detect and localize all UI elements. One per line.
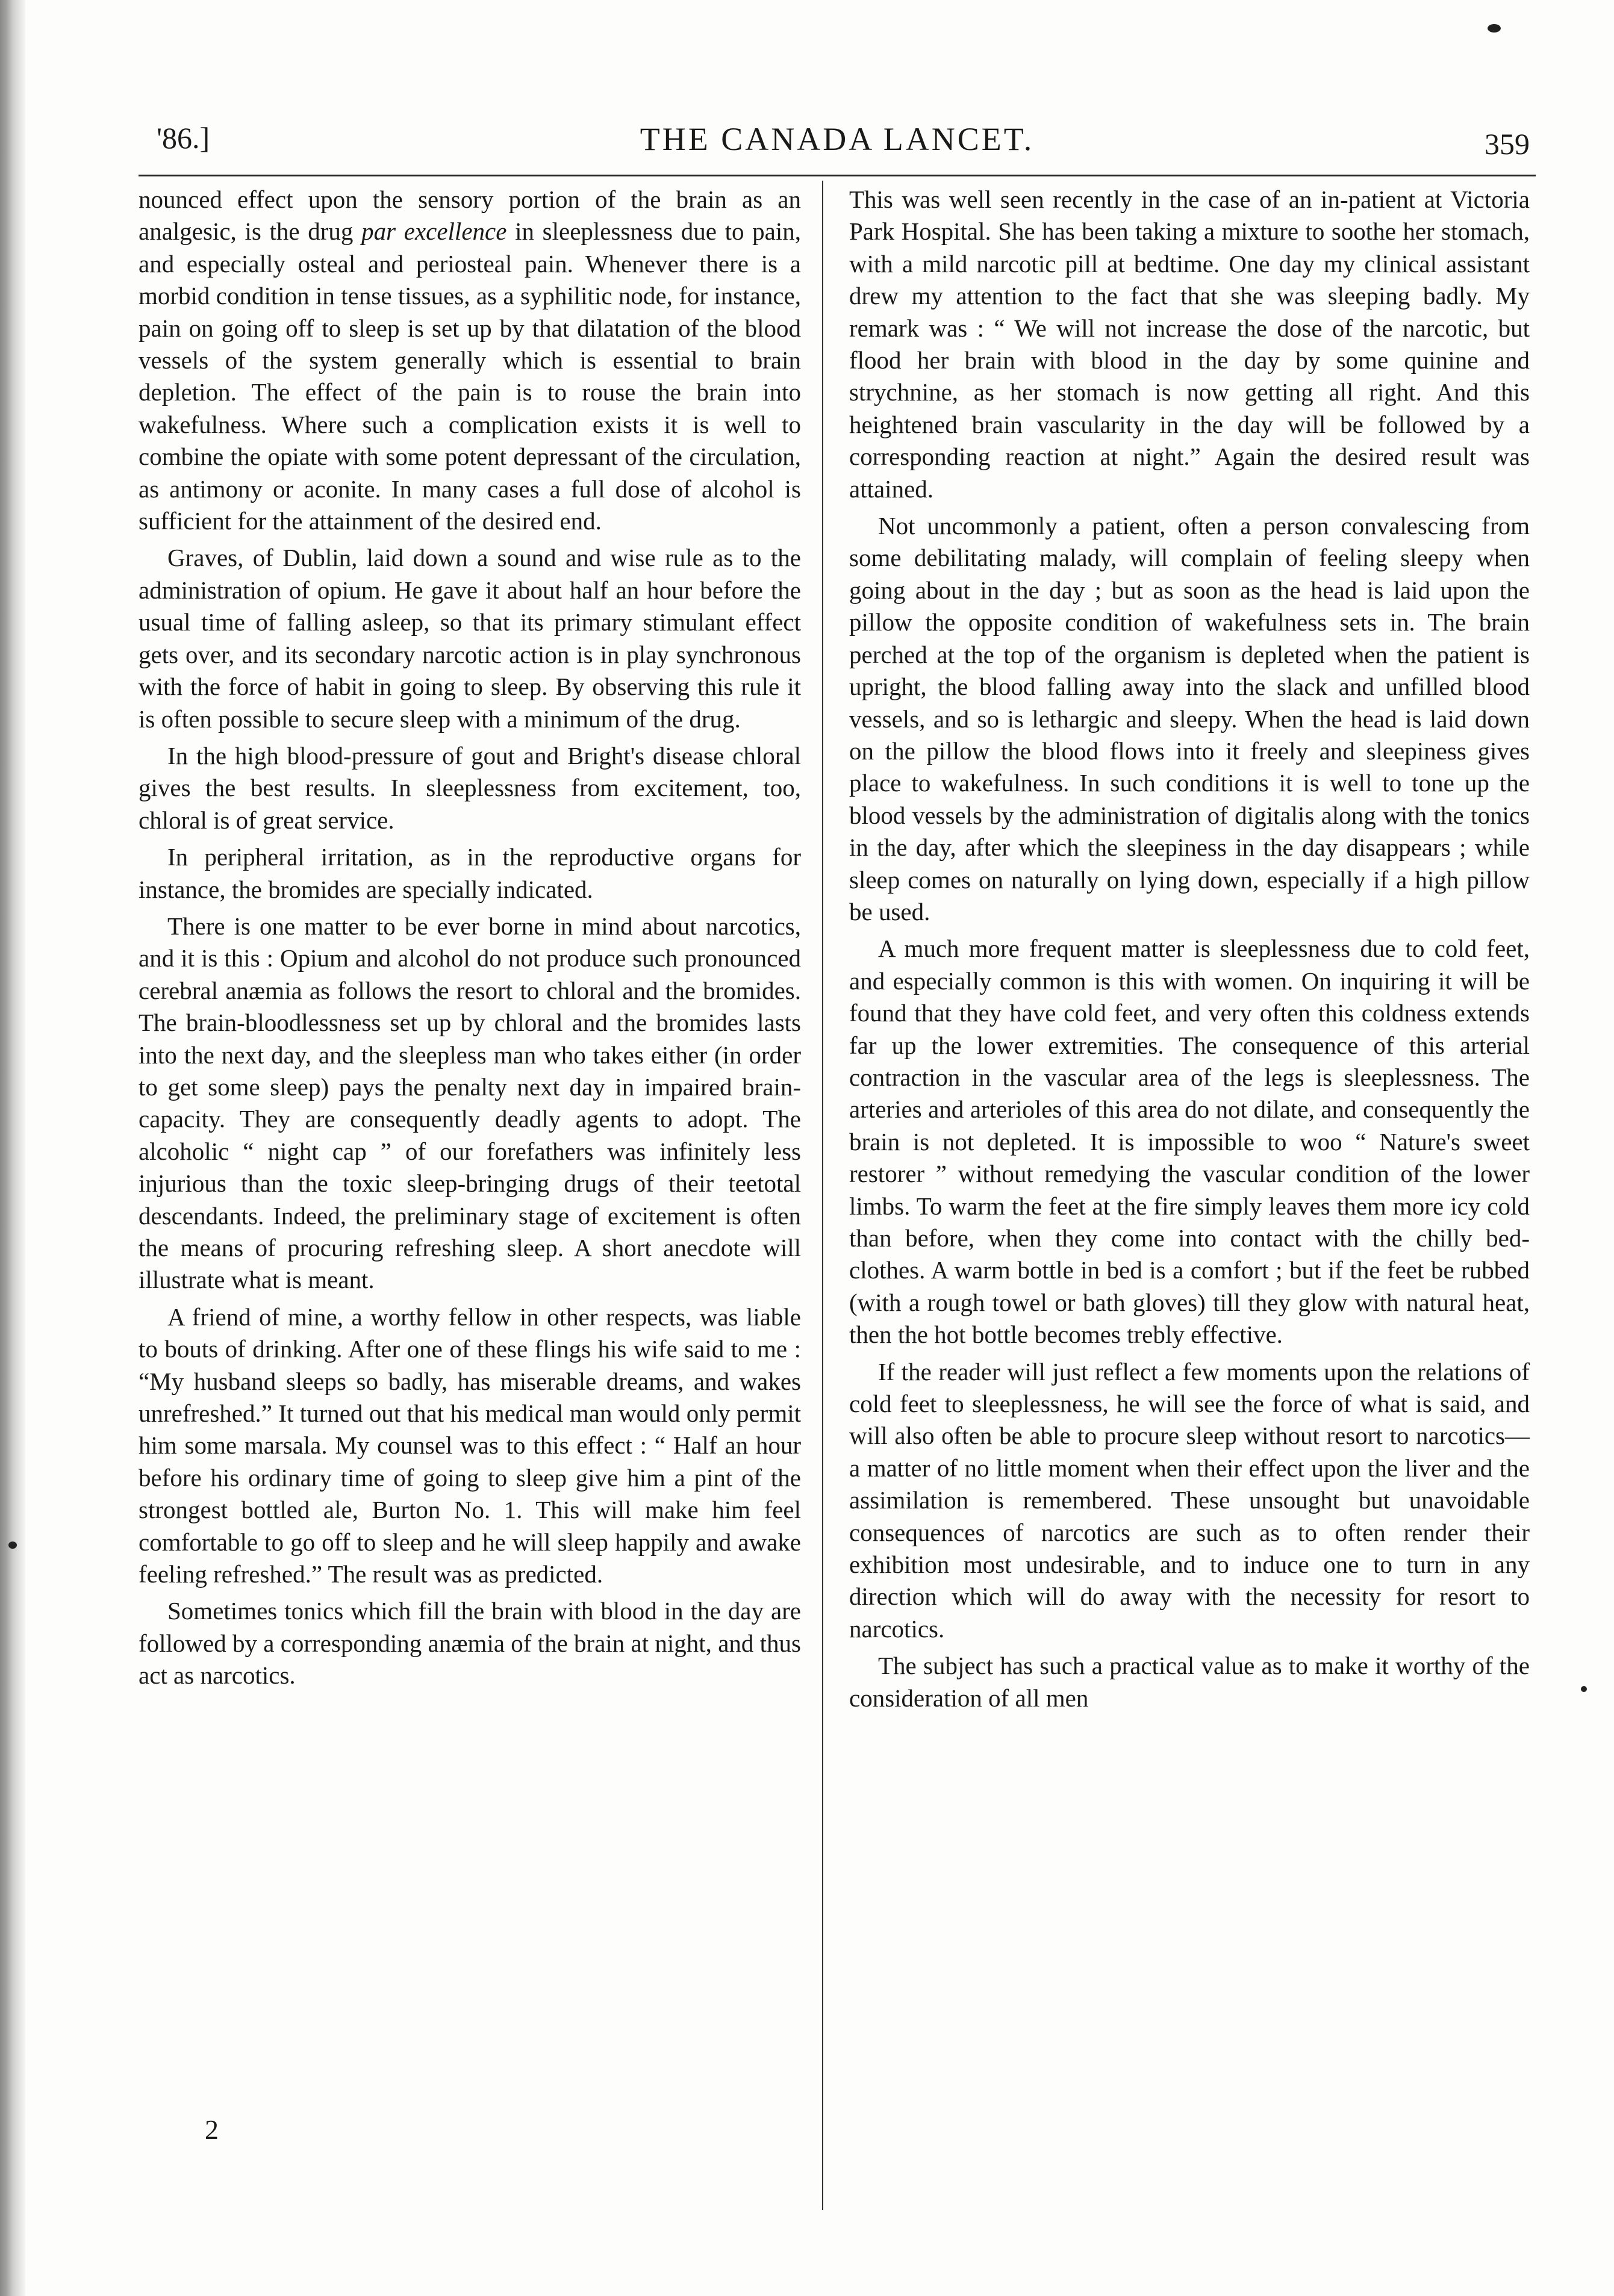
paragraph-text: in sleeplessness due to pain, and especially osteal and periosteal pain. Whenever there is a morbid condition in tense tissues, as a syphilitic node, for instance, pain on going off to sleep is set up by that dilatation of the blood vessels of the system generally which is essential to brain depletion. The effect of the pain is to rouse the brain into wakefulness. Where such a complication exists it is well to combine the opiate with some potent depressant of the circulation, as antimony or aconite. In many cases a full dose of alcohol is sufficient for the attainment of the desired end. (139, 217, 802, 535)
paragraph-cold-feet: A much more frequent matter is sleeplessness due to cold feet, and especially common is this with women. On inquiring it will be found that they have cold feet, and very often this coldness extends far up the lower extremities. The consequence of this arterial contraction in the vascular area of the legs is sleeplessness. The arteries and arterioles of this area do not dilate, and consequently the brain is not depleted. It is impossible to woo “ Nature's sweet restorer ” without remedying the vascular condition of the lower limbs. To warm the feet at the fire simply leaves them more icy cold than before, when they come into contact with the chilly bed-clothes. A warm bottle in bed is a comfort ; but if the feet be rubbed (with a rough towel or bath gloves) till they glow with natural heat, then the hot bottle becomes trebly effective. (849, 935, 1530, 1349)
column-divider (822, 181, 823, 2210)
paragraph-graves: Graves, of Dublin, laid down a sound and wise rule as to the administration of opium. He gave it about half an hour before the usual time of falling asleep, so that its primary stimulant effect gets over, and its secondary narcotic action is in play synchronous with the force of habit in going to sleep. By observing this rule it is often possible to secure sleep with a minimum of the drug. (139, 544, 801, 733)
scan-speck (8, 1542, 17, 1549)
emphasis-text: par excellence (361, 217, 507, 246)
page-number: 359 (1485, 127, 1530, 161)
paragraph-narcotics-warning: There is one matter to be ever borne in mind about narcotics, and it is this : Opium and alcohol do not produce such pronounced cerebral anæmia as follows the resort to chloral and the bromides. The brain-bloodlessness set up by chloral and the bromides lasts into the next day, and the sleepless man who takes either (in order to get some sleep) pays the penalty next day in impaired brain-capacity. They are consequently deadly agents to adopt. The alcoholic “ night cap ” of our forefathers was infinitely less injurious than the toxic sleep-bringing drugs of their teetotal descendants. Indeed, the preliminary stage of excitement is often the means of procuring refreshing sleep. A short anecdote will illustrate what is meant. (139, 912, 801, 1294)
paragraph-bromides: In peripheral irritation, as in the reproductive organs for instance, the bromides are specially indicated. (139, 843, 801, 903)
page-header (145, 120, 1530, 169)
paragraph-victoria-park: This was well seen recently in the case of an in-patient at Victoria Park Hospital. She has been taking a mixture to soothe her stomach, with a mild narcotic pill at bedtime. One day my clinical assistant drew my attention to the fact that she was sleeping badly. My remark was : “ We will not increase the dose of the narcotic, but flood her brain with blood in the day by some quinine and strychnine, as her stomach is now getting all right. And this heightened brain vascularity in the day will be followed by a corresponding reaction at night.” Again the desired result was attained. (849, 185, 1530, 503)
left-column (139, 184, 801, 1697)
paragraph-convalescing: Not uncommonly a patient, often a person convalescing from some debilitating malady, will complain of feeling sleepy when going about in the day ; but as soon as the head is laid upon the pillow the opposite condition of wakefulness sets in. The brain perched at the top of the organism is depleted when the patient is upright, the blood falling away into the slack and unfilled blood vessels, and so is lethargic and sleepy. When the head is laid down on the pillow the blood flows into it freely and sleepiness gives place to wakefulness. In such conditions it is well to tone up the blood vessels by the administration of digitalis along with the tonics in the day, after which the sleepiness in the day disappears ; while sleep comes on naturally on lying down, especially if a high pillow be used. (849, 512, 1530, 926)
scan-binding-edge (0, 0, 25, 2296)
running-title: THE CANADA LANCET. (640, 121, 1035, 157)
paragraph-tonics: Sometimes tonics which fill the brain with blood in the day are followed by a corresponding anæmia of the brain at night, and thus act as narcotics. (139, 1597, 801, 1690)
paragraph-reflection: If the reader will just reflect a few moments upon the relations of cold feet to sleeplessness, he will see the force of what is said, and will also often be able to procure sleep without resort to narcotics—a matter of no little moment when their effect upon the liver and the assimilation is remembered. These unsought but unavoidable consequences of narcotics are such as to often render their exhibition most undesirable, and to induce one to turn in any direction which will do away with the necessity for resort to narcotics. (849, 1357, 1530, 1643)
paragraph-chloral: In the high blood-pressure of gout and Bright's disease chloral gives the best results. In sleeplessness from excitement, too, chloral is of great service. (139, 741, 801, 834)
paragraph-text: nounced effect upon the sensory portion of the brain as an analgesic, is the drug (139, 185, 801, 246)
header-rule (139, 175, 1536, 176)
paragraph-conclusion: The subject has such a practical value as to make it worthy of the consideration of all men (849, 1652, 1530, 1712)
signature-mark: 2 (205, 2114, 219, 2145)
paragraph-analgesic (139, 184, 801, 537)
folio-year-mark: '86.] (157, 121, 210, 155)
right-column (849, 184, 1530, 1719)
scan-speck (1488, 24, 1501, 33)
scan-speck (1581, 1686, 1587, 1692)
paragraph-anecdote: A friend of mine, a worthy fellow in other respects, was liable to bouts of drinking. After one of these flings his wife said to me : “My husband sleeps so badly, has miserable dreams, and wakes unrefreshed.” It turned out that his medical man would only permit him some marsala. My counsel was to this effect : “ Half an hour before his ordinary time of going to sleep give him a pint of the strongest bottled ale, Burton No. 1. This will make him feel comfortable to go off to sleep and he will sleep happily and awake feeling refreshed.” The result was as predicted. (139, 1302, 801, 1588)
